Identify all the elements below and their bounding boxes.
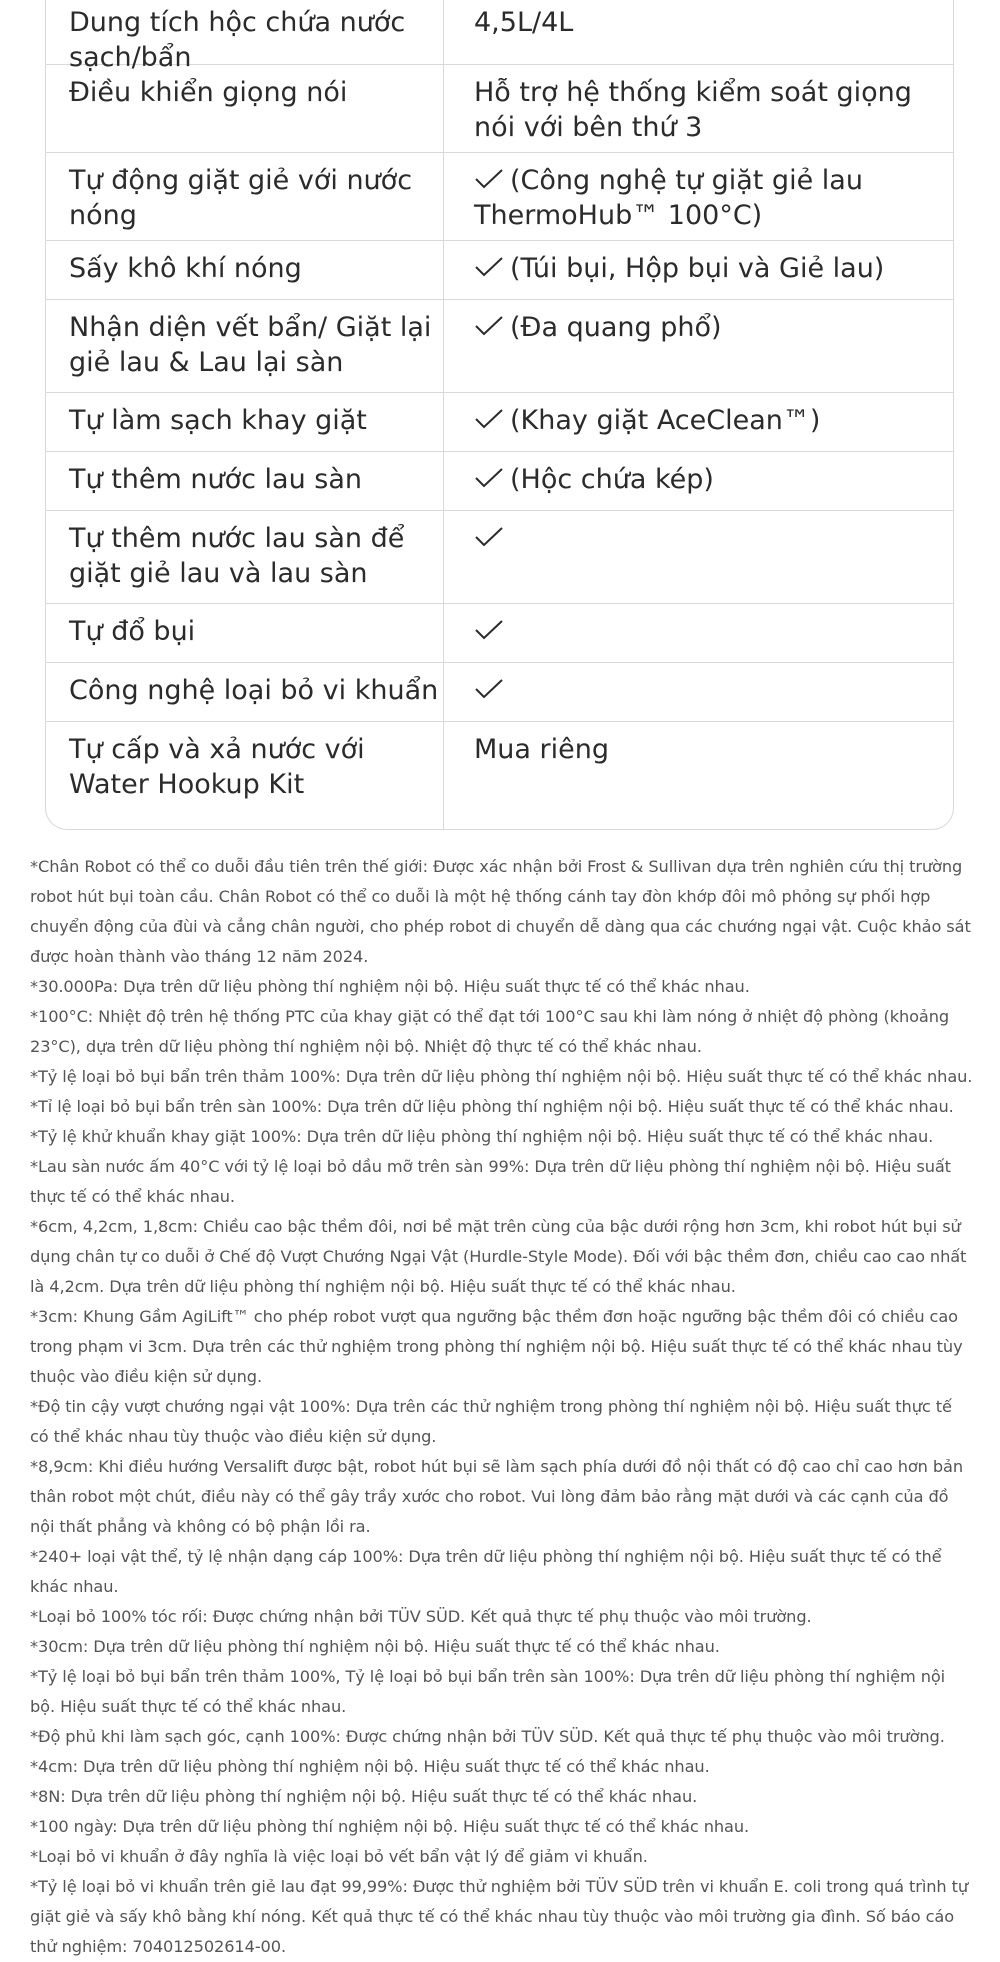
checkmark-icon	[474, 168, 504, 190]
footnote: *Chân Robot có thể co duỗi đầu tiên trên thế giới: Được xác nhận bởi Frost & Sullivan dựa trên nghiên cứu thị trường robot hút bụi toàn cầu. Chân Robot có thể co duỗi là một hệ thống cánh tay đòn khớp đôi mô phỏng sự phối hợp chuyển động của đùi và cẳng chân người, cho phép robot di chuyển dễ dàng qua các chướng ngại vật. Cuộc khảo sát được hoàn thành vào tháng 12 năm 2024.	[30, 857, 971, 966]
spec-label: Dung tích hộc chứa nước sạch/bẩn	[69, 7, 406, 73]
spec-row	[46, 0, 953, 73]
spec-row	[46, 393, 953, 452]
footnote: *Tỉ lệ loại bỏ bụi bẩn trên sàn 100%: Dựa trên dữ liệu phòng thí nghiệm nội bộ. Hiệu suất thực tế có thể khác nhau.	[30, 1097, 954, 1116]
spec-label: Tự cấp và xả nước với Water Hookup Kit	[69, 734, 365, 800]
checkmark-icon	[474, 315, 504, 337]
footnotes	[30, 852, 975, 1962]
footnote: *Tỷ lệ khử khuẩn khay giặt 100%: Dựa trên dữ liệu phòng thí nghiệm nội bộ. Hiệu suất thực tế có thể khác nhau.	[30, 1127, 934, 1146]
spec-value	[443, 722, 953, 830]
spec-label: Tự động giặt giẻ với nước nóng	[69, 165, 413, 231]
footnote: *30cm: Dựa trên dữ liệu phòng thí nghiệm nội bộ. Hiệu suất thực tế có thể khác nhau.	[30, 1637, 720, 1656]
spec-label: Tự thêm nước lau sàn để giặt giẻ lau và lau sàn	[69, 523, 405, 589]
footnote: *6cm, 4,2cm, 1,8cm: Chiều cao bậc thềm đôi, nơi bề mặt trên cùng của bậc dưới rộng hơn 3cm, khi robot hút bụi sử dụng chân tự co duỗi ở Chế độ Vượt Chướng Ngại Vật (Hurdle-Style Mode). Đối với bậc thềm đơn, chiều cao cao nhất là 4,2cm. Dựa trên dữ liệu phòng thí nghiệm nội bộ. Hiệu suất thực tế có thể khác nhau.	[30, 1217, 967, 1296]
spec-value	[443, 241, 953, 299]
checkmark-icon	[474, 619, 504, 641]
spec-value-text: (Khay giặt AceClean™)	[510, 405, 821, 436]
spec-value	[443, 65, 953, 152]
spec-label: Tự thêm nước lau sàn	[69, 464, 363, 495]
checkmark-icon	[474, 526, 504, 548]
footnote: *Tỷ lệ loại bỏ bụi bẩn trên thảm 100%, Tỷ lệ loại bỏ bụi bẩn trên sàn 100%: Dựa trên dữ liệu phòng thí nghiệm nội bộ. Hiệu suất thực tế có thể khác nhau.	[30, 1667, 946, 1716]
spec-value-text: (Hộc chứa kép)	[510, 464, 714, 495]
spec-row	[46, 663, 953, 722]
spec-value	[443, 452, 953, 510]
footnote: *8N: Dựa trên dữ liệu phòng thí nghiệm nội bộ. Hiệu suất thực tế có thể khác nhau.	[30, 1787, 698, 1806]
spec-value-text: Mua riêng	[474, 734, 609, 765]
checkmark-icon	[474, 467, 504, 489]
spec-row	[46, 300, 953, 393]
spec-row	[46, 241, 953, 300]
footnote: *Tỷ lệ loại bỏ vi khuẩn trên giẻ lau đạt 99,99%: Được thử nghiệm bởi TÜV SÜD trên vi khuẩn E. coli trong quá trình tự giặt giẻ và sấy khô bằng khí nóng. Kết quả thực tế có thể khác nhau tùy thuộc vào môi trường gia đình. Số báo cáo thử nghiệm: 704012502614-00.	[30, 1877, 969, 1956]
spec-row	[46, 511, 953, 604]
checkmark-icon	[474, 256, 504, 278]
spec-value	[443, 0, 953, 64]
spec-value-text: (Công nghệ tự giặt giẻ lau ThermoHub™ 100°C)	[474, 165, 863, 231]
spec-label: Tự làm sạch khay giặt	[69, 405, 367, 436]
footnote: *100 ngày: Dựa trên dữ liệu phòng thí nghiệm nội bộ. Hiệu suất thực tế có thể khác nhau.	[30, 1817, 750, 1836]
footnote: *3cm: Khung Gầm AgiLift™ cho phép robot vượt qua ngưỡng bậc thềm đơn hoặc ngưỡng bậc thềm đôi có chiều cao trong phạm vi 3cm. Dựa trên các thử nghiệm trong phòng thí nghiệm nội bộ. Hiệu suất thực tế có thể khác nhau tùy thuộc vào điều kiện sử dụng.	[30, 1307, 963, 1386]
spec-label: Nhận diện vết bẩn/ Giặt lại giẻ lau & Lau lại sàn	[69, 312, 432, 378]
spec-value	[443, 300, 953, 392]
footnote: *100°C: Nhiệt độ trên hệ thống PTC của khay giặt có thể đạt tới 100°C sau khi làm nóng ở nhiệt độ phòng (khoảng 23°C), dựa trên dữ liệu phòng thí nghiệm nội bộ. Nhiệt độ thực tế có thể khác nhau.	[30, 1007, 950, 1056]
spec-value	[443, 153, 953, 240]
footnote: *4cm: Dựa trên dữ liệu phòng thí nghiệm nội bộ. Hiệu suất thực tế có thể khác nhau.	[30, 1757, 710, 1776]
spec-row	[46, 452, 953, 511]
spec-row	[46, 153, 953, 241]
footnote: *8,9cm: Khi điều hướng Versalift được bật, robot hút bụi sẽ làm sạch phía dưới đồ nội thất có độ cao chỉ cao hơn bản thân robot một chút, điều này có thể gây trầy xước cho robot. Vui lòng đảm bảo rằng mặt dưới và các cạnh của đồ nội thất phẳng và không có bộ phận lồi ra.	[30, 1457, 964, 1536]
footnote: *Độ phủ khi làm sạch góc, cạnh 100%: Được chứng nhận bởi TÜV SÜD. Kết quả thực tế phụ thuộc vào môi trường.	[30, 1727, 945, 1746]
spec-label: Tự đổ bụi	[69, 616, 196, 647]
footnote: *30.000Pa: Dựa trên dữ liệu phòng thí nghiệm nội bộ. Hiệu suất thực tế có thể khác nhau.	[30, 977, 750, 996]
spec-row	[46, 604, 953, 663]
spec-value-text: 4,5L/4L	[474, 7, 574, 38]
spec-value-text: (Đa quang phổ)	[510, 312, 722, 343]
footnote: *Loại bỏ 100% tóc rối: Được chứng nhận bởi TÜV SÜD. Kết quả thực tế phụ thuộc vào môi trường.	[30, 1607, 812, 1626]
spec-row	[46, 722, 953, 830]
spec-label: Sấy khô khí nóng	[69, 253, 302, 284]
footnote: *Loại bỏ vi khuẩn ở đây nghĩa là việc loại bỏ vết bẩn vật lý để giảm vi khuẩn.	[30, 1847, 648, 1866]
checkmark-icon	[474, 408, 504, 430]
spec-value	[443, 604, 953, 662]
footnote: *Lau sàn nước ấm 40°C với tỷ lệ loại bỏ dầu mỡ trên sàn 99%: Dựa trên dữ liệu phòng thí nghiệm nội bộ. Hiệu suất thực tế có thể khác nhau.	[30, 1157, 951, 1206]
spec-row	[46, 65, 953, 153]
spec-value	[443, 663, 953, 721]
spec-value-text: (Túi bụi, Hộp bụi và Giẻ lau)	[510, 253, 885, 284]
spec-value	[443, 393, 953, 451]
footnote: *Độ tin cậy vượt chướng ngại vật 100%: Dựa trên các thử nghiệm trong phòng thí nghiệm nội bộ. Hiệu suất thực tế có thể khác nhau tùy thuộc vào điều kiện sử dụng.	[30, 1397, 952, 1446]
spec-value-text: Hỗ trợ hệ thống kiểm soát giọng nói với bên thứ 3	[474, 77, 912, 143]
footnote: *240+ loại vật thể, tỷ lệ nhận dạng cáp 100%: Dựa trên dữ liệu phòng thí nghiệm nội bộ. Hiệu suất thực tế có thể khác nhau.	[30, 1547, 942, 1596]
spec-value	[443, 511, 953, 603]
spec-table	[45, 0, 954, 830]
spec-label: Điều khiển giọng nói	[69, 77, 348, 108]
spec-label: Công nghệ loại bỏ vi khuẩn	[69, 675, 439, 706]
checkmark-icon	[474, 678, 504, 700]
footnote: *Tỷ lệ loại bỏ bụi bẩn trên thảm 100%: Dựa trên dữ liệu phòng thí nghiệm nội bộ. Hiệu suất thực tế có thể khác nhau.	[30, 1067, 973, 1086]
